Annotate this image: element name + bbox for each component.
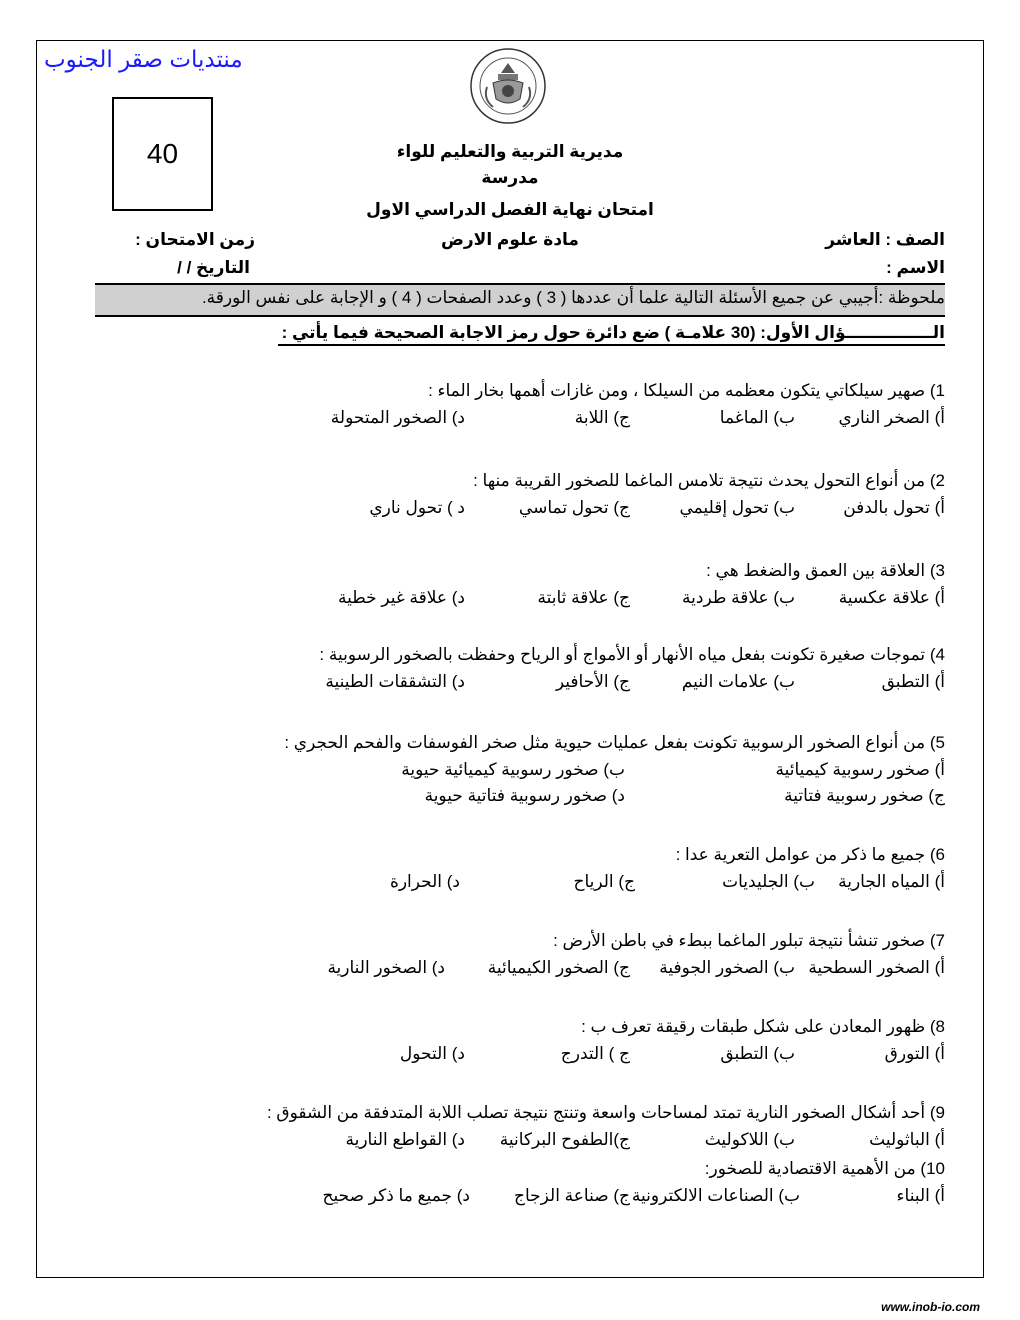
question-6-text: 6) جميع ما ذكر من عوامل التعرية عدا :: [675, 845, 945, 864]
exam-time-label: زمن الامتحان :: [135, 230, 255, 249]
instructions-note: ملحوظة :أجيبي عن جميع الأسئلة التالية علما أن عددها ( 3 ) وعدد الصفحات ( 4 ) و الإجابة على نفس الورقة.: [201, 288, 945, 307]
question-5-option-a[interactable]: أ) صخور رسوبية كيميائية: [775, 760, 945, 779]
forum-name: منتديات صقر الجنوب: [44, 46, 243, 72]
question-2-option-d[interactable]: د ) تحول ناري: [369, 498, 465, 517]
school-line: مدرسة: [481, 168, 539, 187]
question-7-text: 7) صخور تنشأ نتيجة تبلور الماغما ببطء في باطن الأرض :: [553, 931, 945, 950]
question-8-option-c[interactable]: ج ) التدرج: [560, 1044, 630, 1063]
question-7-option-c[interactable]: ج) الصخور الكيميائية: [487, 958, 630, 977]
question-2-option-b[interactable]: ب) تحول إقليمي: [679, 498, 795, 517]
question-3-option-d[interactable]: د) علاقة غير خطية: [337, 588, 465, 607]
question-3-text: 3) العلاقة بين العمق والضغط هي :: [706, 561, 945, 580]
question-4-option-a[interactable]: أ) التطبق: [881, 672, 945, 691]
subject-label: مادة علوم الارض: [441, 230, 579, 249]
question-10-option-b[interactable]: ب) الصناعات الالكترونية: [631, 1186, 800, 1205]
score-box: 40: [112, 97, 213, 211]
question-2-option-c[interactable]: ج) تحول تماسي: [518, 498, 630, 517]
question-5-option-d[interactable]: د) صخور رسوبية فتاتية حيوية: [424, 786, 625, 805]
question-7-option-d[interactable]: د) الصخور النارية: [327, 958, 445, 977]
date-label: التاريخ / /: [177, 258, 250, 277]
question-3-option-c[interactable]: ج) علاقة ثابتة: [537, 588, 630, 607]
question-2-text: 2) من أنواع التحول يحدث نتيجة تلامس الماغما للصخور القريبة منها :: [473, 471, 945, 490]
question-5-option-c[interactable]: ج) صخور رسوبية فتاتية: [784, 786, 945, 805]
question-10-option-a[interactable]: أ) البناء: [896, 1186, 945, 1205]
grade-label: الصف : العاشر: [825, 230, 945, 249]
question-6-option-a[interactable]: أ) المياه الجارية: [838, 872, 945, 891]
question-1-option-a[interactable]: أ) الصخر الناري: [838, 408, 945, 427]
section-title-underline: [278, 344, 945, 346]
question-4-option-c[interactable]: ج) الأحافير: [555, 672, 630, 691]
question-10-option-d[interactable]: د) جميع ما ذكر صحيح: [322, 1186, 470, 1205]
question-10-option-c[interactable]: ج) صناعة الزجاج: [513, 1186, 630, 1205]
student-name-label: الاسم :: [886, 258, 945, 277]
question-1-text: 1) صهير سيلكاتي يتكون معظمه من السيلكا ، ومن غازات أهمها بخار الماء :: [428, 381, 945, 400]
question-1-option-b[interactable]: ب) الماغما: [719, 408, 795, 427]
question-6-option-d[interactable]: د) الحرارة: [389, 872, 460, 891]
section-title: الـــــــــــــــؤال الأول: (30 علامـة ) ضع دائرة حول رمز الاجابة الصحيحة فيما يأتي :: [281, 323, 945, 342]
question-1-option-c[interactable]: ج) اللابة: [574, 408, 630, 427]
question-9-text: 9) أحد أشكال الصخور النارية تمتد لمساحات واسعة وتنتج نتيجة تصلب اللابة المتدفقة من الشقوق :: [266, 1103, 945, 1122]
directorate-line: مديرية التربية والتعليم للواء: [396, 142, 624, 161]
question-4-option-b[interactable]: ب) علامات النيم: [681, 672, 795, 691]
question-8-option-d[interactable]: د) التحول: [399, 1044, 465, 1063]
question-5-option-b[interactable]: ب) صخور رسوبية كيميائية حيوية: [401, 760, 625, 779]
question-3-option-b[interactable]: ب) علاقة طردية: [682, 588, 795, 607]
question-8-option-a[interactable]: أ) التورق: [884, 1044, 945, 1063]
question-6-option-c[interactable]: ج) الرياح: [573, 872, 635, 891]
question-1-option-d[interactable]: د) الصخور المتحولة: [330, 408, 465, 427]
question-7-option-a[interactable]: أ) الصخور السطحية: [808, 958, 945, 977]
question-9-option-b[interactable]: ب) اللاكوليث: [704, 1130, 795, 1149]
question-9-option-d[interactable]: د) القواطع النارية: [345, 1130, 465, 1149]
question-9-option-a[interactable]: أ) الباثوليث: [869, 1130, 945, 1149]
question-8-option-b[interactable]: ب) التطبق: [720, 1044, 795, 1063]
ministry-seal-icon: [469, 47, 547, 125]
question-7-option-b[interactable]: ب) الصخور الجوفية: [659, 958, 795, 977]
question-8-text: 8) ظهور المعادن على شكل طبقات رقيقة تعرف ب :: [581, 1017, 945, 1036]
question-9-option-c[interactable]: ج)الطفوح البركانية: [499, 1130, 630, 1149]
question-4-text: 4) تموجات صغيرة تكونت بفعل مياه الأنهار أو الأمواج أو الرياح وحفظت بالصخور الرسوبية :: [319, 645, 945, 664]
question-6-option-b[interactable]: ب) الجليديات: [722, 872, 815, 891]
footer-url: www.inob-io.com: [881, 1300, 980, 1314]
question-2-option-a[interactable]: أ) تحول بالدفن: [843, 498, 945, 517]
exam-title: امتحان نهاية الفصل الدراسي الاول: [366, 200, 654, 219]
question-10-text: 10) من الأهمية الاقتصادية للصخور:: [704, 1159, 945, 1178]
question-3-option-a[interactable]: أ) علاقة عكسية: [838, 588, 945, 607]
question-5-text: 5) من أنواع الصخور الرسوبية تكونت بفعل عمليات حيوية مثل صخر الفوسفات والفحم الحجري :: [284, 733, 945, 752]
question-4-option-d[interactable]: د) التشققات الطينية: [325, 672, 465, 691]
